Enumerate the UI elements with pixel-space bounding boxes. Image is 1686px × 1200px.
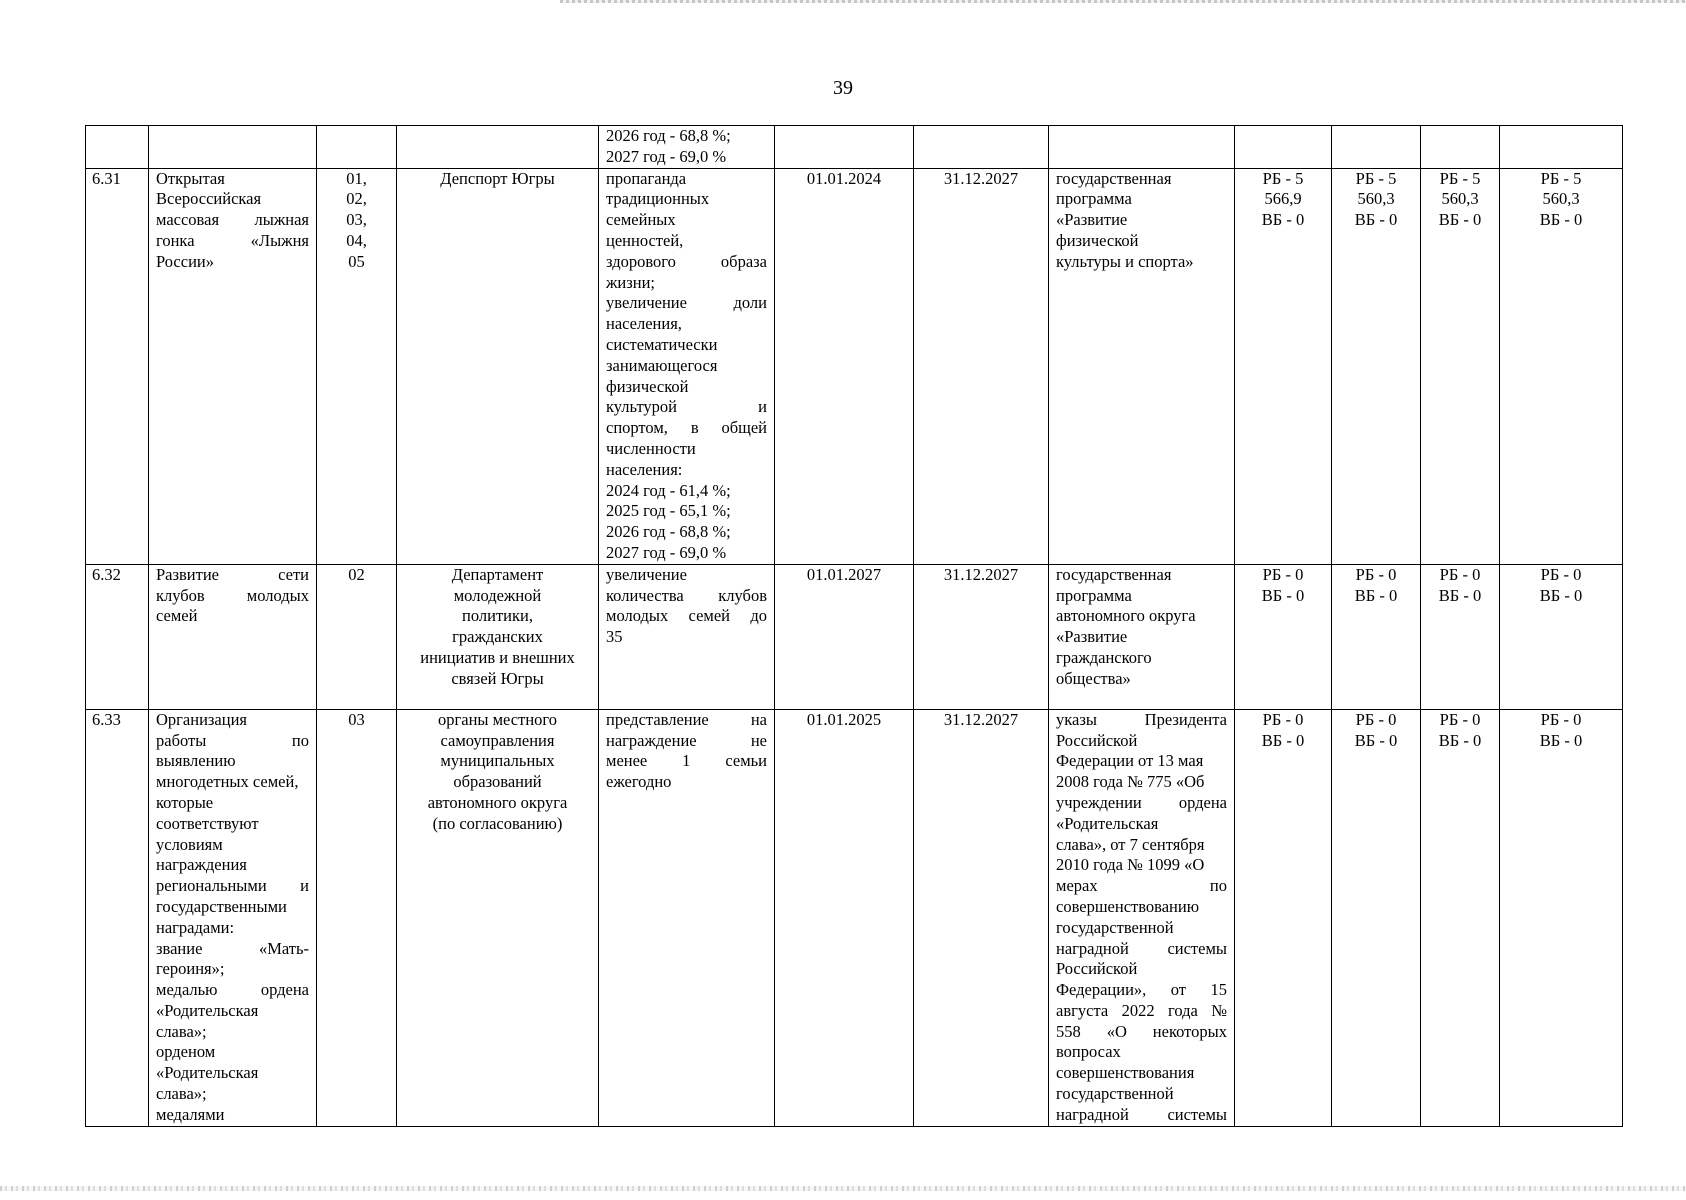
- result-line: спортом, в общей: [606, 418, 767, 438]
- executor-line: инициатив и внешних: [420, 647, 575, 667]
- executor-line: Департамент: [451, 564, 544, 584]
- program-line: указы Президента: [1056, 709, 1227, 729]
- program-line: программа: [1056, 585, 1132, 605]
- program-line: автономного округа: [1056, 606, 1196, 626]
- cell-empty: [914, 126, 1049, 169]
- program-line: мерах по: [1056, 876, 1227, 896]
- cell-program: [1049, 168, 1235, 564]
- name-line: России»: [156, 251, 214, 271]
- name-line: массовая лыжная: [156, 210, 309, 230]
- program-line: «Развитие: [1056, 627, 1128, 647]
- executor-line: (по согласованию): [432, 813, 563, 833]
- financing-line: РБ - 0: [1355, 709, 1397, 729]
- financing-line: 560,3: [1542, 189, 1580, 209]
- codes-line: 01,: [346, 168, 367, 188]
- page-number: 39: [833, 77, 853, 99]
- cell-start-date: 01.01.2025: [775, 709, 914, 1126]
- codes-line: 03: [348, 709, 365, 729]
- name-line: награждения: [156, 855, 247, 875]
- financing-line: ВБ - 0: [1438, 210, 1482, 230]
- executor-line: молодежной: [453, 585, 542, 605]
- cell-codes: [317, 709, 397, 1126]
- table-body: [86, 126, 1623, 1127]
- cell-codes: [317, 168, 397, 564]
- program-line: государственная: [1056, 564, 1172, 584]
- result-line: увеличение доли: [606, 293, 767, 313]
- program-line: 2008 года № 775 «Об: [1056, 772, 1205, 792]
- program-line: 558 «О некоторых: [1056, 1021, 1227, 1041]
- cell-end-date: 31.12.2027: [914, 168, 1049, 564]
- program-line: Российской: [1056, 730, 1138, 750]
- cell-name: [149, 168, 317, 564]
- result-line: населения,: [606, 314, 682, 334]
- cell-name: [149, 564, 317, 709]
- table-row: [86, 168, 1623, 564]
- name-line: орденом: [156, 1042, 216, 1062]
- scan-artifact-top: [560, 0, 1686, 3]
- cell-empty: [1421, 126, 1500, 169]
- cell-empty: [775, 126, 914, 169]
- name-line: которые: [156, 792, 214, 812]
- financing-line: РБ - 0: [1262, 564, 1304, 584]
- name-line: соответствуют: [156, 813, 259, 833]
- financing-line: РБ - 5: [1262, 168, 1304, 188]
- cell-empty: [149, 126, 317, 169]
- name-line: региональными и: [156, 876, 309, 896]
- program-line: государственной: [1056, 1084, 1174, 1104]
- financing-line: ВБ - 0: [1539, 585, 1583, 605]
- cell-empty: [317, 126, 397, 169]
- result-line: 2027 год - 69,0 %: [606, 542, 727, 562]
- codes-line: 02: [348, 564, 365, 584]
- program-line: физической: [1056, 230, 1139, 250]
- program-line: вопросах: [1056, 1042, 1121, 1062]
- cell-financing: [1421, 709, 1500, 1126]
- cell-financing: [1500, 709, 1623, 1126]
- program-line: общества»: [1056, 668, 1131, 688]
- cell-result: [599, 168, 775, 564]
- program-line: 2010 года № 1099 «О: [1056, 855, 1205, 875]
- name-line: государственными: [156, 896, 287, 916]
- financing-line: ВБ - 0: [1261, 210, 1305, 230]
- result-line: ценностей,: [606, 230, 684, 250]
- executor-line: муниципальных: [440, 751, 555, 771]
- cell-financing: [1332, 709, 1421, 1126]
- activities-table: [85, 125, 1623, 1127]
- codes-line: 02,: [346, 189, 367, 209]
- cell-program: [1049, 564, 1235, 709]
- cell-financing: [1421, 168, 1500, 564]
- result-line: культурой и: [606, 397, 767, 417]
- result-line: молодых семей до: [606, 606, 767, 626]
- table-row: [86, 564, 1623, 709]
- cell-executor: [397, 168, 599, 564]
- name-line: условиям: [156, 834, 223, 854]
- cell-number: 6.33: [86, 709, 149, 1126]
- executor-line: автономного округа: [427, 792, 568, 812]
- name-line: многодетных семей,: [156, 772, 299, 792]
- program-line: наградной системы: [1056, 1104, 1227, 1124]
- program-line: Федерации», от 15: [1056, 980, 1227, 1000]
- program-line: совершенствования: [1056, 1063, 1195, 1083]
- codes-line: 05: [348, 251, 365, 271]
- result-line: 2027 год - 69,0 %: [606, 146, 727, 166]
- codes-line: 04,: [346, 230, 367, 250]
- name-line: гонка «Лыжня: [156, 230, 309, 250]
- cell-result: [599, 709, 775, 1126]
- result-line: увеличение: [606, 564, 687, 584]
- cell-number: 6.31: [86, 168, 149, 564]
- financing-line: ВБ - 0: [1539, 210, 1583, 230]
- result-line: традиционных: [606, 189, 710, 209]
- program-line: Федерации от 13 мая: [1056, 751, 1204, 771]
- result-line: представление на: [606, 709, 767, 729]
- executor-line: образований: [453, 772, 542, 792]
- cell-empty: [1500, 126, 1623, 169]
- name-line: Открытая: [156, 168, 225, 188]
- financing-line: ВБ - 0: [1261, 585, 1305, 605]
- result-line: занимающегося: [606, 355, 718, 375]
- name-line: выявлению: [156, 751, 236, 771]
- executor-line: политики,: [462, 606, 533, 626]
- executor-line: гражданских: [452, 627, 543, 647]
- cell-financing: [1235, 709, 1332, 1126]
- program-line: слава», от 7 сентября: [1056, 834, 1205, 854]
- cell-result: [599, 126, 775, 169]
- name-line: героиня»;: [156, 959, 225, 979]
- result-line: численности: [606, 438, 696, 458]
- program-line: учреждении ордена: [1056, 792, 1227, 812]
- name-line: работы по: [156, 730, 309, 750]
- cell-executor: [397, 564, 599, 709]
- cell-executor: [397, 709, 599, 1126]
- name-line: «Родительская: [156, 1063, 259, 1083]
- financing-line: 560,3: [1357, 189, 1395, 209]
- financing-line: РБ - 0: [1262, 709, 1304, 729]
- cell-financing: [1332, 564, 1421, 709]
- cell-codes: [317, 564, 397, 709]
- cell-number: 6.32: [86, 564, 149, 709]
- program-line: государственной: [1056, 917, 1174, 937]
- cell-program: [1049, 709, 1235, 1126]
- result-line: ежегодно: [606, 772, 672, 792]
- financing-line: РБ - 0: [1439, 709, 1481, 729]
- result-line: здорового образа: [606, 251, 767, 271]
- cell-financing: [1235, 564, 1332, 709]
- financing-line: ВБ - 0: [1354, 730, 1398, 750]
- result-line: менее 1 семьи: [606, 751, 767, 771]
- cell-financing: [1332, 168, 1421, 564]
- name-line: «Родительская: [156, 1000, 259, 1020]
- cell-result: [599, 564, 775, 709]
- cell-start-date: 01.01.2027: [775, 564, 914, 709]
- name-line: клубов молодых: [156, 585, 309, 605]
- cell-empty: [1049, 126, 1235, 169]
- result-line: жизни;: [606, 272, 655, 292]
- cell-financing: [1235, 168, 1332, 564]
- scan-artifact-bottom: [0, 1186, 1686, 1191]
- name-line: слава»;: [156, 1084, 207, 1104]
- result-line: 2025 год - 65,1 %;: [606, 501, 731, 521]
- result-line: физической: [606, 376, 689, 396]
- name-line: Всероссийская: [156, 189, 262, 209]
- financing-line: ВБ - 0: [1354, 210, 1398, 230]
- financing-line: ВБ - 0: [1438, 730, 1482, 750]
- name-line: слава»;: [156, 1021, 207, 1041]
- financing-line: ВБ - 0: [1438, 585, 1482, 605]
- name-line: семей: [156, 606, 198, 626]
- result-line: 2024 год - 61,4 %;: [606, 480, 731, 500]
- table-row: [86, 709, 1623, 1126]
- executor-line: связей Югры: [451, 668, 544, 688]
- cell-financing: [1421, 564, 1500, 709]
- program-line: «Развитие: [1056, 210, 1128, 230]
- result-line: 35: [606, 627, 623, 647]
- program-line: Российской: [1056, 959, 1138, 979]
- name-line: Организация: [156, 709, 248, 729]
- cell-start-date: 01.01.2024: [775, 168, 914, 564]
- result-line: 2026 год - 68,8 %;: [606, 126, 731, 145]
- cell-financing: [1500, 168, 1623, 564]
- continuation-row: [86, 126, 1623, 169]
- financing-line: РБ - 5: [1439, 168, 1481, 188]
- name-line: звание «Мать-: [156, 938, 309, 958]
- result-line: 2026 год - 68,8 %;: [606, 522, 731, 542]
- financing-line: РБ - 0: [1540, 709, 1582, 729]
- financing-line: РБ - 5: [1540, 168, 1582, 188]
- program-line: совершенствованию: [1056, 896, 1200, 916]
- executor-line: Депспорт Югры: [440, 168, 555, 188]
- financing-line: ВБ - 0: [1261, 730, 1305, 750]
- result-line: количества клубов: [606, 585, 767, 605]
- executor-line: самоуправления: [440, 730, 555, 750]
- program-line: «Родительская: [1056, 813, 1159, 833]
- financing-line: РБ - 0: [1439, 564, 1481, 584]
- financing-line: 566,9: [1264, 189, 1302, 209]
- cell-end-date: 31.12.2027: [914, 564, 1049, 709]
- codes-line: 03,: [346, 210, 367, 230]
- program-line: гражданского: [1056, 647, 1152, 667]
- program-line: культуры и спорта»: [1056, 251, 1194, 271]
- program-line: программа: [1056, 189, 1132, 209]
- financing-line: РБ - 0: [1355, 564, 1397, 584]
- program-line: августа 2022 года №: [1056, 1000, 1227, 1020]
- financing-line: РБ - 5: [1355, 168, 1397, 188]
- cell-empty: [1235, 126, 1332, 169]
- result-line: систематически: [606, 334, 718, 354]
- result-line: пропаганда: [606, 168, 687, 188]
- result-line: семейных: [606, 210, 676, 230]
- cell-empty: [86, 126, 149, 169]
- financing-line: РБ - 0: [1540, 564, 1582, 584]
- executor-line: органы местного: [437, 709, 558, 729]
- name-line: наградами:: [156, 917, 235, 937]
- program-line: наградной системы: [1056, 938, 1227, 958]
- name-line: медалями: [156, 1104, 225, 1124]
- name-line: Развитие сети: [156, 564, 309, 584]
- cell-name: [149, 709, 317, 1126]
- cell-end-date: 31.12.2027: [914, 709, 1049, 1126]
- result-line: награждение не: [606, 730, 767, 750]
- financing-line: ВБ - 0: [1354, 585, 1398, 605]
- program-line: государственная: [1056, 168, 1172, 188]
- financing-line: ВБ - 0: [1539, 730, 1583, 750]
- name-line: медалью ордена: [156, 980, 309, 1000]
- cell-empty: [397, 126, 599, 169]
- result-line: населения:: [606, 459, 683, 479]
- financing-line: 560,3: [1441, 189, 1479, 209]
- cell-financing: [1500, 564, 1623, 709]
- cell-empty: [1332, 126, 1421, 169]
